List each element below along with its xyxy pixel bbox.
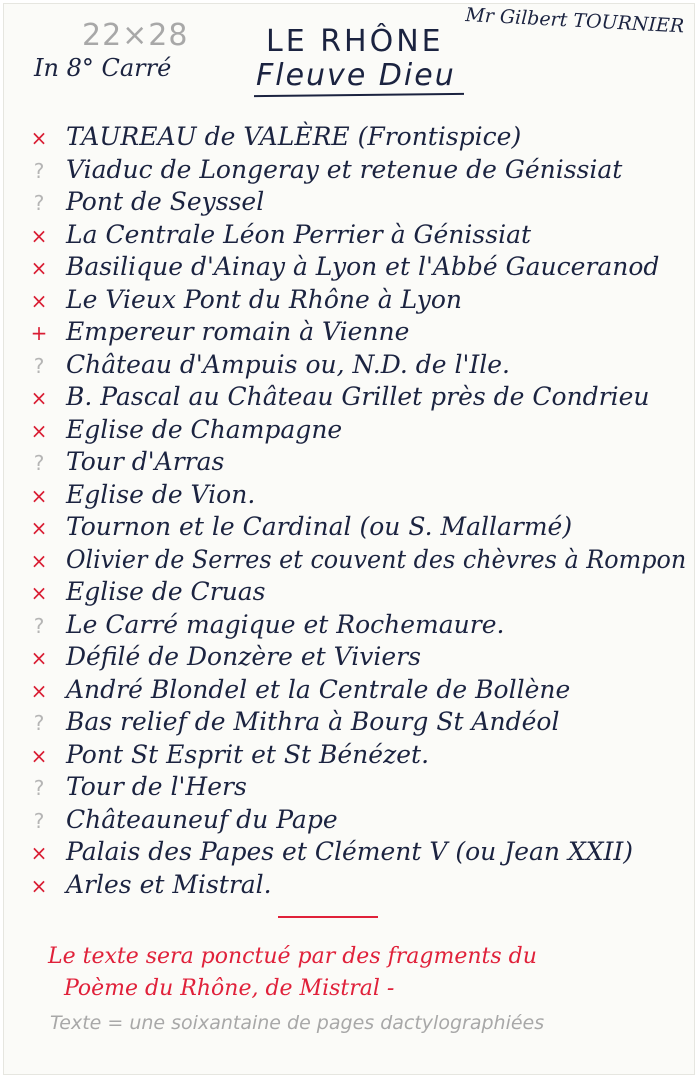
- cross-mark-icon: ×: [30, 581, 48, 605]
- list-item: [4, 382, 694, 415]
- cross-mark-icon: ×: [30, 646, 48, 670]
- cross-mark-icon: ×: [30, 386, 48, 410]
- list-item-text: Basilique d'Ainay à Lyon et l'Abbé Gauceranod: [66, 252, 660, 281]
- list-item-text: La Centrale Léon Perrier à Génissiat: [66, 219, 532, 249]
- cross-mark-icon: ×: [30, 743, 48, 768]
- cross-mark-icon: ×: [30, 223, 48, 248]
- paper-format-note: In 8° Carré: [34, 54, 172, 82]
- list-item-text: Eglise de Vion.: [66, 479, 256, 509]
- list-item: [4, 740, 694, 773]
- manuscript-page: [4, 4, 694, 1074]
- list-item-text: Châteauneuf du Pape: [66, 804, 338, 834]
- list-item: [4, 447, 694, 480]
- list-item-text: Le Vieux Pont du Rhône à Lyon: [66, 284, 463, 314]
- list-item: [4, 480, 694, 513]
- title-underline: [254, 93, 464, 97]
- list-item-text: Olivier de Serres et couvent des chèvres à Rompon: [66, 544, 687, 574]
- list-item: [4, 350, 694, 383]
- red-note-line-2: Poème du Rhône, de Mistral -: [64, 976, 395, 1001]
- question-mark-icon: ?: [33, 451, 45, 475]
- cross-mark-icon: ×: [30, 483, 48, 508]
- list-item: [4, 707, 694, 740]
- list-item: [4, 512, 694, 545]
- list-item-text: Pont de Seyssel: [66, 187, 265, 216]
- question-mark-icon: ?: [33, 711, 45, 735]
- list-item: [4, 317, 694, 350]
- title-line-1: LE RHÔNE: [266, 24, 444, 59]
- list-item: [4, 545, 694, 578]
- list-item-text: Défilé de Donzère et Viviers: [66, 642, 421, 671]
- format-note: 22×28: [82, 18, 189, 53]
- list-item-text: Pont St Esprit et St Bénézet.: [66, 739, 430, 769]
- list-item-text: Tournon et le Cardinal (ou S. Mallarmé): [66, 512, 573, 541]
- list-item: [4, 220, 694, 253]
- cross-mark-icon: ×: [30, 288, 48, 313]
- title-line-2: Fleuve Dieu: [256, 58, 456, 93]
- list-item: [4, 870, 694, 903]
- cross-mark-icon: ×: [30, 548, 48, 573]
- cross-mark-icon: ×: [30, 256, 48, 280]
- list-item: [4, 122, 694, 155]
- list-item-text: Arles et Mistral.: [66, 869, 272, 899]
- cross-mark-icon: +: [30, 321, 48, 345]
- list-item: [4, 415, 694, 448]
- list-item-text: Château d'Ampuis ou, N.D. de l'Ile.: [66, 349, 510, 379]
- red-note-line-1: Le texte sera ponctué par des fragments du: [48, 944, 537, 969]
- illustration-list: [4, 122, 694, 902]
- cross-mark-icon: ×: [30, 516, 48, 540]
- author-name: Mr Gilbert TOURNIER: [464, 4, 685, 38]
- list-item-text: Tour de l'Hers: [66, 772, 247, 801]
- list-item-text: Palais des Papes et Clément V (ou Jean XXII): [66, 837, 634, 866]
- list-item: [4, 642, 694, 675]
- list-item: [4, 675, 694, 708]
- list-item: [4, 610, 694, 643]
- list-item-text: Tour d'Arras: [66, 447, 225, 476]
- list-item-text: Eglise de Cruas: [66, 577, 266, 606]
- list-item: [4, 837, 694, 870]
- list-item-text: TAUREAU de VALÈRE (Frontispice): [66, 122, 522, 151]
- list-item: [4, 772, 694, 805]
- list-item-text: Le Carré magique et Rochemaure.: [66, 609, 505, 639]
- list-item-text: Bas relief de Mithra à Bourg St Andéol: [66, 707, 560, 736]
- list-item: [4, 187, 694, 220]
- question-mark-icon: ?: [33, 158, 45, 183]
- list-item: [4, 577, 694, 610]
- cross-mark-icon: ×: [30, 678, 48, 703]
- question-mark-icon: ?: [33, 353, 45, 378]
- list-item-text: André Blondel et la Centrale de Bollène: [66, 674, 571, 704]
- list-item: [4, 805, 694, 838]
- cross-mark-icon: ×: [30, 418, 48, 443]
- list-item-text: B. Pascal au Château Grillet près de Condrieu: [66, 382, 650, 411]
- question-mark-icon: ?: [33, 776, 45, 800]
- cross-mark-icon: ×: [30, 126, 48, 150]
- question-mark-icon: ?: [33, 613, 45, 638]
- red-divider: [278, 916, 378, 918]
- list-item: [4, 155, 694, 188]
- list-item-text: Viaduc de Longeray et retenue de Génissiat: [66, 154, 623, 184]
- question-mark-icon: ?: [33, 191, 45, 215]
- list-item-text: Eglise de Champagne: [66, 414, 343, 444]
- pencil-note: Texte = une soixantaine de pages dactylographiées: [50, 1012, 545, 1034]
- list-item: [4, 285, 694, 318]
- list-item: [4, 252, 694, 285]
- question-mark-icon: ?: [33, 808, 45, 833]
- list-item-text: Empereur romain à Vienne: [66, 317, 410, 346]
- cross-mark-icon: ×: [30, 841, 48, 865]
- cross-mark-icon: ×: [30, 873, 48, 898]
